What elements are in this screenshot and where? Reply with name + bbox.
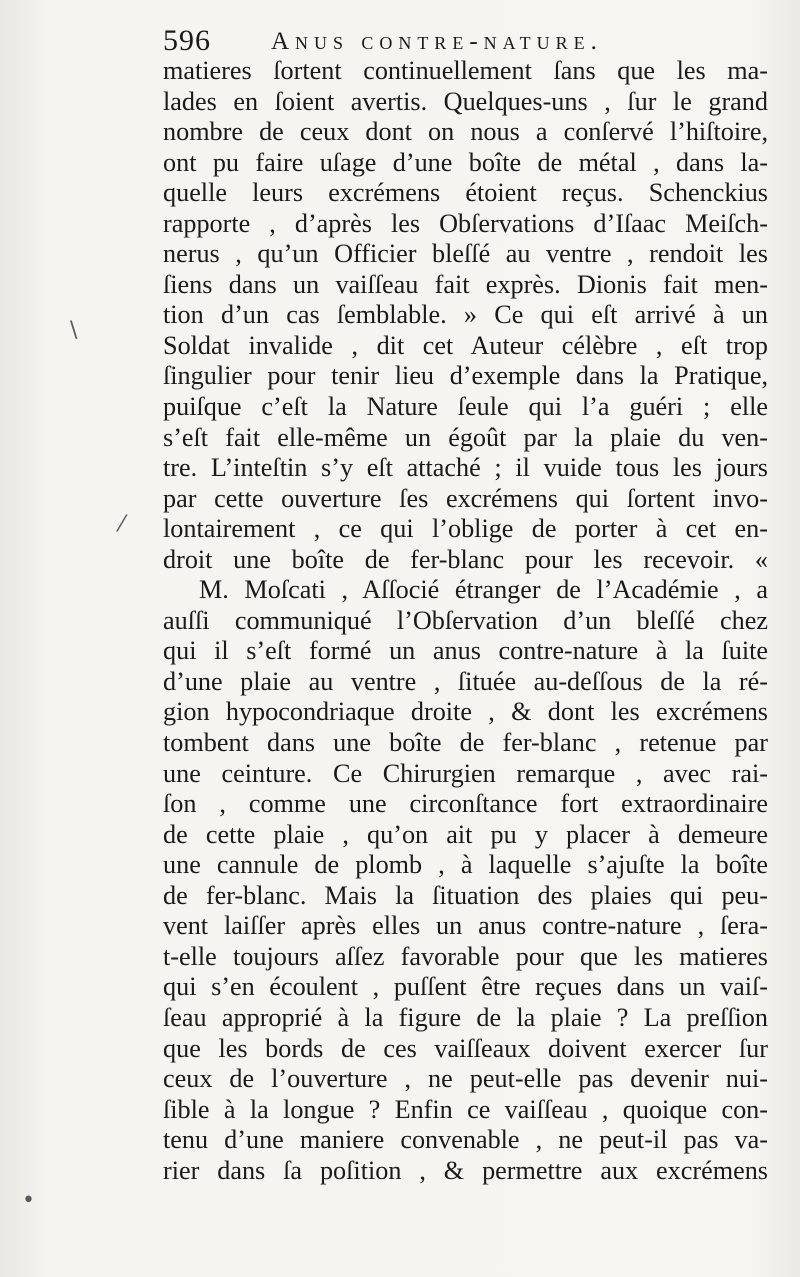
text-line: tion d’un cas ſemblable. » Ce qui eſt arrivé à un: [163, 300, 768, 330]
text-line: qui s’en écoulent , puſſent être reçues dans un vaiſ-: [163, 972, 768, 1002]
page-number: 596: [163, 24, 211, 57]
text-line: une cannule de plomb , à laquelle s’ajuſte la boîte: [163, 850, 768, 880]
text-line: ſible à la longue ? Enfin ce vaiſſeau , quoique con-: [163, 1094, 768, 1124]
text-line: ceux de l’ouverture , ne peut-elle pas devenir nui-: [163, 1064, 768, 1094]
text-line: quelle leurs excrémens étoient reçus. Schenckius: [163, 178, 768, 208]
text-line: t-elle toujours aſſez favorable pour que les matieres: [163, 941, 768, 971]
text-line: nerus , qu’un Officier bleſſé au ventre , rendoit les: [163, 239, 768, 269]
text-line: par cette ouverture ſes excrémens qui ſortent invo-: [163, 483, 768, 513]
text-line: rapporte , d’après les Obſervations d’Iſaac Meiſch-: [163, 208, 768, 238]
text-line: ont pu faire uſage d’une boîte de métal , dans la-: [163, 147, 768, 177]
margin-speck-mark: \: [70, 318, 78, 343]
text-line: puiſque c’eſt la Nature ſeule qui l’a guéri ; elle: [163, 392, 768, 422]
text-line: de fer-blanc. Mais la ſituation des plaies qui peu-: [163, 880, 768, 910]
text-line: droit une boîte de fer-blanc pour les recevoir. «: [163, 544, 768, 574]
text-line: tenu d’une maniere convenable , ne peut-il pas va-: [163, 1125, 768, 1155]
text-line: ſeau approprié à la figure de la plaie ? La preſſion: [163, 1002, 768, 1032]
text-line: ſiens dans un vaiſſeau fait exprès. Dionis fait men-: [163, 269, 768, 299]
text-line: Soldat invalide , dit cet Auteur célèbre , eſt trop: [163, 330, 768, 360]
text-line: que les bords de ces vaiſſeaux doivent exercer ſur: [163, 1033, 768, 1063]
text-line: tombent dans une boîte de fer-blanc , retenue par: [163, 728, 768, 758]
text-line: nombre de ceux dont on nous a conſervé l’hiſtoire,: [163, 117, 768, 147]
text-line: rier dans ſa poſition , & permettre aux excrémens: [163, 1155, 768, 1185]
text-line: une ceinture. Ce Chirurgien remarque , avec rai-: [163, 758, 768, 788]
margin-speck-mark: •: [22, 1188, 35, 1213]
text-line: s’eſt fait elle-même un égoût par la plaie du ven-: [163, 422, 768, 452]
text-line: d’une plaie au ventre , ſituée au-deſſous de la ré-: [163, 666, 768, 696]
text-line: ſingulier pour tenir lieu d’exemple dans la Pratique,: [163, 361, 768, 391]
text-line: matieres ſortent continuellement ſans que les ma-: [163, 56, 768, 85]
text-line: vent laiſſer après elles un anus contre-nature , ſera-: [163, 911, 768, 941]
text-line: qui il s’eſt formé un anus contre-nature à la ſuite: [163, 636, 768, 666]
text-line: de cette plaie , qu’on ait pu y placer à demeure: [163, 819, 768, 849]
paragraph-start-line: M. Moſcati , Aſſocié étranger de l’Académie , a: [199, 575, 768, 605]
text-line: tre. L’inteſtin s’y eſt attaché ; il vuide tous les jours: [163, 453, 768, 483]
body-text: [163, 56, 768, 1186]
text-line: lades en ſoient avertis. Quelques-uns , ſur le grand: [163, 86, 768, 116]
text-line: lontairement , ce qui l’oblige de porter à cet en-: [163, 514, 768, 544]
text-line: auſſi communiqué l’Obſervation d’un bleſſé chez: [163, 605, 768, 635]
text-line: gion hypocondriaque droite , & dont les excrémens: [163, 697, 768, 727]
text-line: ſon , comme une circonſtance fort extraordinaire: [163, 789, 768, 819]
running-head: Anus contre-nature.: [271, 28, 603, 55]
margin-speck-mark: ⁄: [120, 512, 124, 537]
